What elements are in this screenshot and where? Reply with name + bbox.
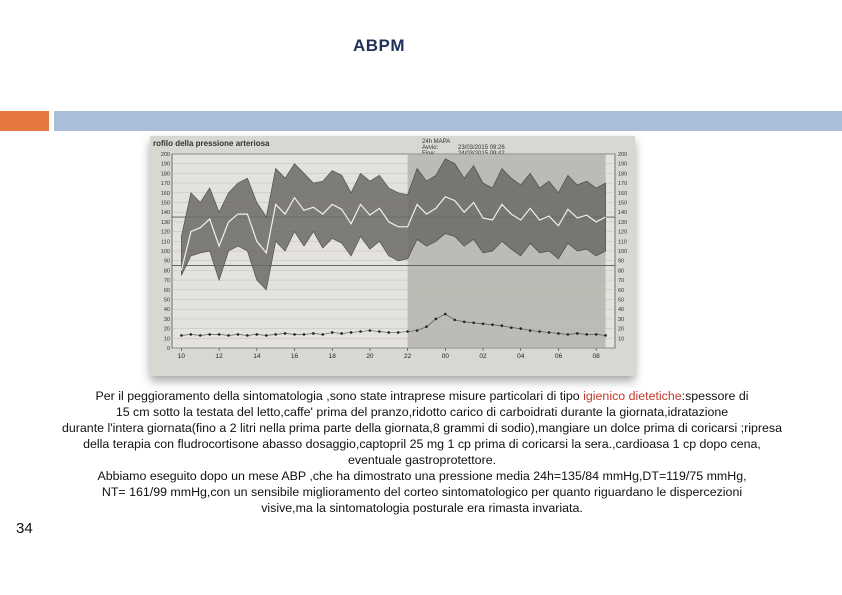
device-label: 24h MAPA [422,139,451,145]
y-tick-label: 70 [163,278,170,285]
y-tick-label: 150 [160,200,170,207]
slide-number: 34 [16,520,33,537]
heart-rate-point [406,330,409,333]
heart-rate-point [576,332,579,335]
paragraph-line-6: Abbiamo eseguito dopo un mese ABP ,che ha dimostrato una pressione media 24h=135/84 mmHg,DT=119/75 mmHg, [97,469,747,483]
description-paragraph [8,388,836,516]
heart-rate-point [482,322,485,325]
y-tick-label: 40 [163,307,170,314]
start-label: Avvio: [422,145,439,151]
y-tick-label: 170 [160,181,170,188]
x-tick-label: 20 [366,353,374,360]
heart-rate-point [472,321,475,324]
y-tick-label: 120 [160,229,170,236]
x-tick-label: 10 [177,353,186,360]
y-tick-label-right: 40 [618,307,625,314]
heart-rate-point [519,327,522,330]
heart-rate-point [237,333,240,336]
y-tick-label: 190 [160,161,170,168]
y-tick-label: 100 [160,249,170,255]
abpm-chart [150,136,635,376]
y-tick-label: 50 [163,297,170,304]
paragraph-line-4: della terapia con fludrocortisone abasso dosaggio,captopril 25 mg 1 cp prima di coricarsi la sera.,cardioasa 1 cp dopo cena, [83,437,761,451]
heart-rate-point [218,333,221,336]
decorative-band-orange [0,111,49,131]
heart-rate-point [190,333,193,336]
y-tick-label: 180 [160,171,170,178]
heart-rate-point [416,329,419,332]
paragraph-line-7: NT= 161/99 mmHg,con un sensibile miglioramento del corteo sintomatologico per quanto riguardano le dispercezioni [101,485,743,499]
heart-rate-point [463,321,466,324]
heart-rate-point [256,333,259,336]
x-tick-label: 12 [215,353,223,360]
y-tick-label: 90 [163,258,170,265]
heart-rate-point [378,330,381,333]
y-tick-label: 130 [160,219,170,226]
y-tick-label-right: 80 [618,268,625,275]
plot-layer [161,152,627,360]
x-tick-label: 16 [290,353,299,360]
x-tick-label: 04 [517,353,525,360]
y-tick-label-right: 50 [618,297,625,304]
heart-rate-point [180,334,183,337]
paragraph-line-8: visive,ma la sintomatologia posturale era rimasta invariata. [261,501,583,515]
heart-rate-point [303,333,306,336]
abpm-chart-photo [150,136,635,376]
y-tick-label: 200 [160,152,170,158]
y-tick-label: 30 [163,316,170,323]
y-tick-label-right: 160 [618,190,628,197]
heart-rate-point [387,331,390,334]
heart-rate-point [322,333,325,336]
heart-rate-point [538,330,541,333]
y-tick-label-right: 180 [618,171,628,178]
heart-rate-point [529,329,532,332]
heart-rate-point [274,333,277,336]
heart-rate-point [312,332,315,335]
decorative-band-blue [54,111,842,131]
heart-rate-point [595,333,598,336]
slide-title: ABPM [352,36,406,55]
y-tick-label-right: 30 [618,316,625,323]
heart-rate-point [293,333,296,336]
x-tick-label: 18 [328,353,336,360]
y-tick-label: 60 [163,287,170,294]
heart-rate-point [548,331,551,334]
y-tick-label: 0 [166,346,170,352]
heart-rate-point [284,332,287,335]
heart-rate-point [208,333,211,336]
heart-rate-point [227,334,230,337]
heart-rate-point [359,330,362,333]
heart-rate-point [604,334,607,337]
x-tick-label: 00 [441,353,449,360]
heart-rate-point [425,325,428,328]
y-tick-label-right: 110 [618,239,627,246]
y-tick-label-right: 90 [618,258,625,265]
highlighted-text: igienico dietetiche [583,389,682,403]
y-tick-label: 110 [161,239,170,246]
y-tick-label: 20 [163,326,170,333]
heart-rate-point [246,334,249,337]
heart-rate-point [444,313,447,316]
y-tick-label-right: 20 [618,326,625,333]
x-tick-label: 06 [554,353,563,360]
heart-rate-point [567,333,570,336]
x-tick-label: 22 [404,353,412,360]
paragraph-line-2: 15 cm sotto la testata del letto,caffe' prima del pranzo,ridotto carico di carboidrati durante la giornata,idratazione [115,405,729,419]
start-value: 23/03/2015 09:26 [458,145,505,151]
y-tick-label-right: 140 [618,210,628,217]
y-tick-label-right: 10 [618,336,625,343]
heart-rate-point [585,333,588,336]
heart-rate-point [397,331,400,334]
heart-rate-point [453,319,456,322]
heart-rate-point [331,331,334,334]
heart-rate-point [557,332,560,335]
heart-rate-point [340,332,343,335]
y-tick-label-right: 130 [618,219,628,226]
y-tick-label-right: 120 [618,229,628,236]
y-tick-label: 140 [160,210,170,217]
y-tick-label-right: 170 [618,181,628,188]
y-tick-label: 160 [160,190,170,197]
heart-rate-point [435,318,438,321]
x-tick-label: 14 [253,353,261,360]
y-tick-label-right: 190 [618,161,628,168]
x-tick-label: 02 [479,353,487,360]
y-tick-label-right: 60 [618,287,625,294]
chart-title: rofilo della pressione arteriosa [153,139,270,148]
x-tick-label: 08 [592,353,600,360]
paragraph-line-5: eventuale gastroprotettore. [347,453,497,467]
heart-rate-point [369,329,372,332]
y-tick-label-right: 200 [618,152,628,158]
heart-rate-point [265,334,268,337]
heart-rate-point [510,326,513,329]
paragraph-line-1: Per il peggioramento della sintomatologia ,sono state intraprese misure particolari di tipo igienico dietetiche:spessore di [95,389,749,403]
y-tick-label-right: 150 [618,200,628,207]
heart-rate-point [199,334,202,337]
y-tick-label-right: 100 [618,249,628,255]
heart-rate-point [350,331,353,334]
paragraph-line-3: durante l'intera giornata(fino a 2 litri nella prima parte della giornata,8 grammi di sodio),mangiare un dolce prima di coricarsi ;ripresa [62,421,782,435]
heart-rate-point [501,324,504,327]
heart-rate-point [491,323,494,326]
y-tick-label: 80 [163,268,170,275]
y-tick-label: 10 [163,336,170,343]
y-tick-label-right: 70 [618,278,625,285]
